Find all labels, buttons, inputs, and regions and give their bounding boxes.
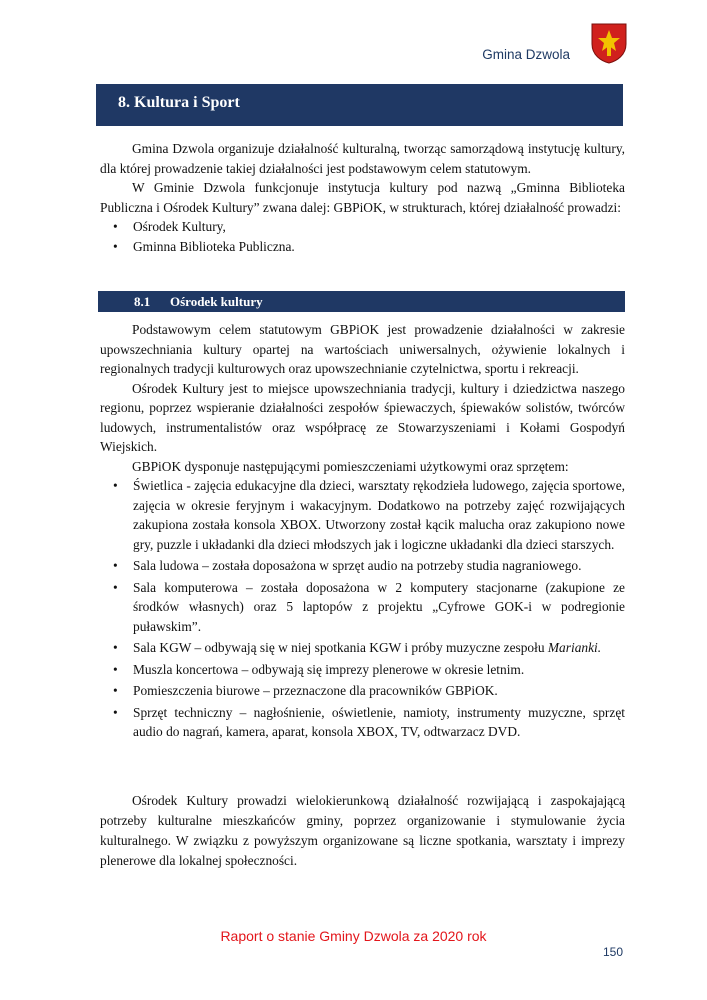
subsection-heading	[98, 291, 625, 312]
rooms-list	[100, 476, 625, 742]
intro-paragraph: W Gminie Dzwola funkcjonuje instytucja kultury pod nazwą „Gminna Biblioteka Publiczna i Ośrodek Kultury” zwana dalej: GBPiOK, w strukturach, której działalność prowadzi:	[100, 180, 625, 215]
body-block	[100, 320, 625, 742]
coat-of-arms-icon	[590, 22, 628, 64]
intro-list	[100, 217, 625, 256]
list-item	[113, 638, 625, 658]
body-paragraph: Ośrodek Kultury jest to miejsce upowszechniania tradycji, kultury i dziedzictwa naszego regionu, poprzez wspieranie działalności zespołów śpiewaczych, śpiewaków solistów, twórców ludowych, instrumentalistów oraz współpracę ze Stowarzyszeniami i Kołami Gospodyń Wiejskich.	[100, 380, 625, 454]
list-item: • Pomieszczenia biurowe – przeznaczone dla pracowników GBPiOK.	[113, 681, 625, 701]
body-paragraph: GBPiOK dysponuje następującymi pomieszczeniami użytkowymi oraz sprzętem:	[132, 458, 569, 474]
body-paragraph: Podstawowym celem statutowym GBPiOK jest prowadzenie działalności w zakresie upowszechniania kultury opartej na wartościach uniwersalnych, ożywienie lokalnych i regionalnych tradycji kulturowych oraz upowszechnianie czytelnictwa, sportu i rekreacji.	[100, 322, 625, 376]
subsection-title: Ośrodek kultury	[170, 294, 263, 309]
list-item: • Gminna Biblioteka Publiczna.	[113, 237, 625, 257]
list-item: • Sprzęt techniczny – nagłośnienie, oświetlenie, namioty, instrumenty muzyczne, sprzęt audio do nagrań, kamera, aparat, konsola XBOX, TV, odtwarzacz DVD.	[113, 703, 625, 742]
header-municipality-name: Gmina Dzwola	[482, 47, 570, 62]
footer-report-title: Raport o stanie Gminy Dzwola za 2020 rok	[220, 928, 487, 944]
section-heading: 8. Kultura i Sport	[96, 84, 623, 126]
ensemble-name: Marianki.	[547, 640, 602, 655]
list-item-text: Sala KGW – odbywają się w niej spotkania KGW i próby muzyczne zespołu	[133, 640, 545, 655]
intro-paragraph: Gmina Dzwola organizuje działalność kulturalną, tworząc samorządową instytucję kultury, dla której prowadzenie takiej działalności jest podstawowym celem statutowym.	[100, 141, 625, 176]
subsection-number: 8.1	[134, 294, 151, 309]
list-item: • Świetlica - zajęcia edukacyjne dla dzieci, warsztaty rękodzieła ludowego, zajęcia sportowe, zajęcia w okresie feryjnym i wakacyjnym. Dodatkowo na potrzeby zajęć rozwijających zakupiona została konsola XBOX. Utworzony został kącik malucha oraz zakupiono nowe gry, puzzle i układanki dla dzieci młodszych jak i logiczne układanki dla dzieci starszych.	[113, 476, 625, 554]
list-item: • Sala komputerowa – została doposażona w 2 komputery stacjonarne (zakupione ze środków własnych) oraz 5 laptopów z projektu „Cyfrowe GOK-i w podregionie puławskim”.	[113, 578, 625, 637]
list-item: • Ośrodek Kultury,	[113, 217, 625, 237]
closing-paragraph: Ośrodek Kultury prowadzi wielokierunkową działalność rozwijającą i zaspokajającą potrzeby kulturalne mieszkańców gminy, poprzez organizowanie i stymulowanie życia kulturalnego. W związku z powyższym organizowane są liczne spotkania, warsztaty i imprezy plenerowe dla lokalnej społeczności.	[100, 793, 625, 868]
list-item: • Sala ludowa – została doposażona w sprzęt audio na potrzeby studia nagraniowego.	[113, 556, 625, 576]
list-item: • Muszla koncertowa – odbywają się imprezy plenerowe w okresie letnim.	[113, 660, 625, 680]
page-number: 150	[602, 945, 623, 959]
intro-block	[100, 139, 625, 256]
